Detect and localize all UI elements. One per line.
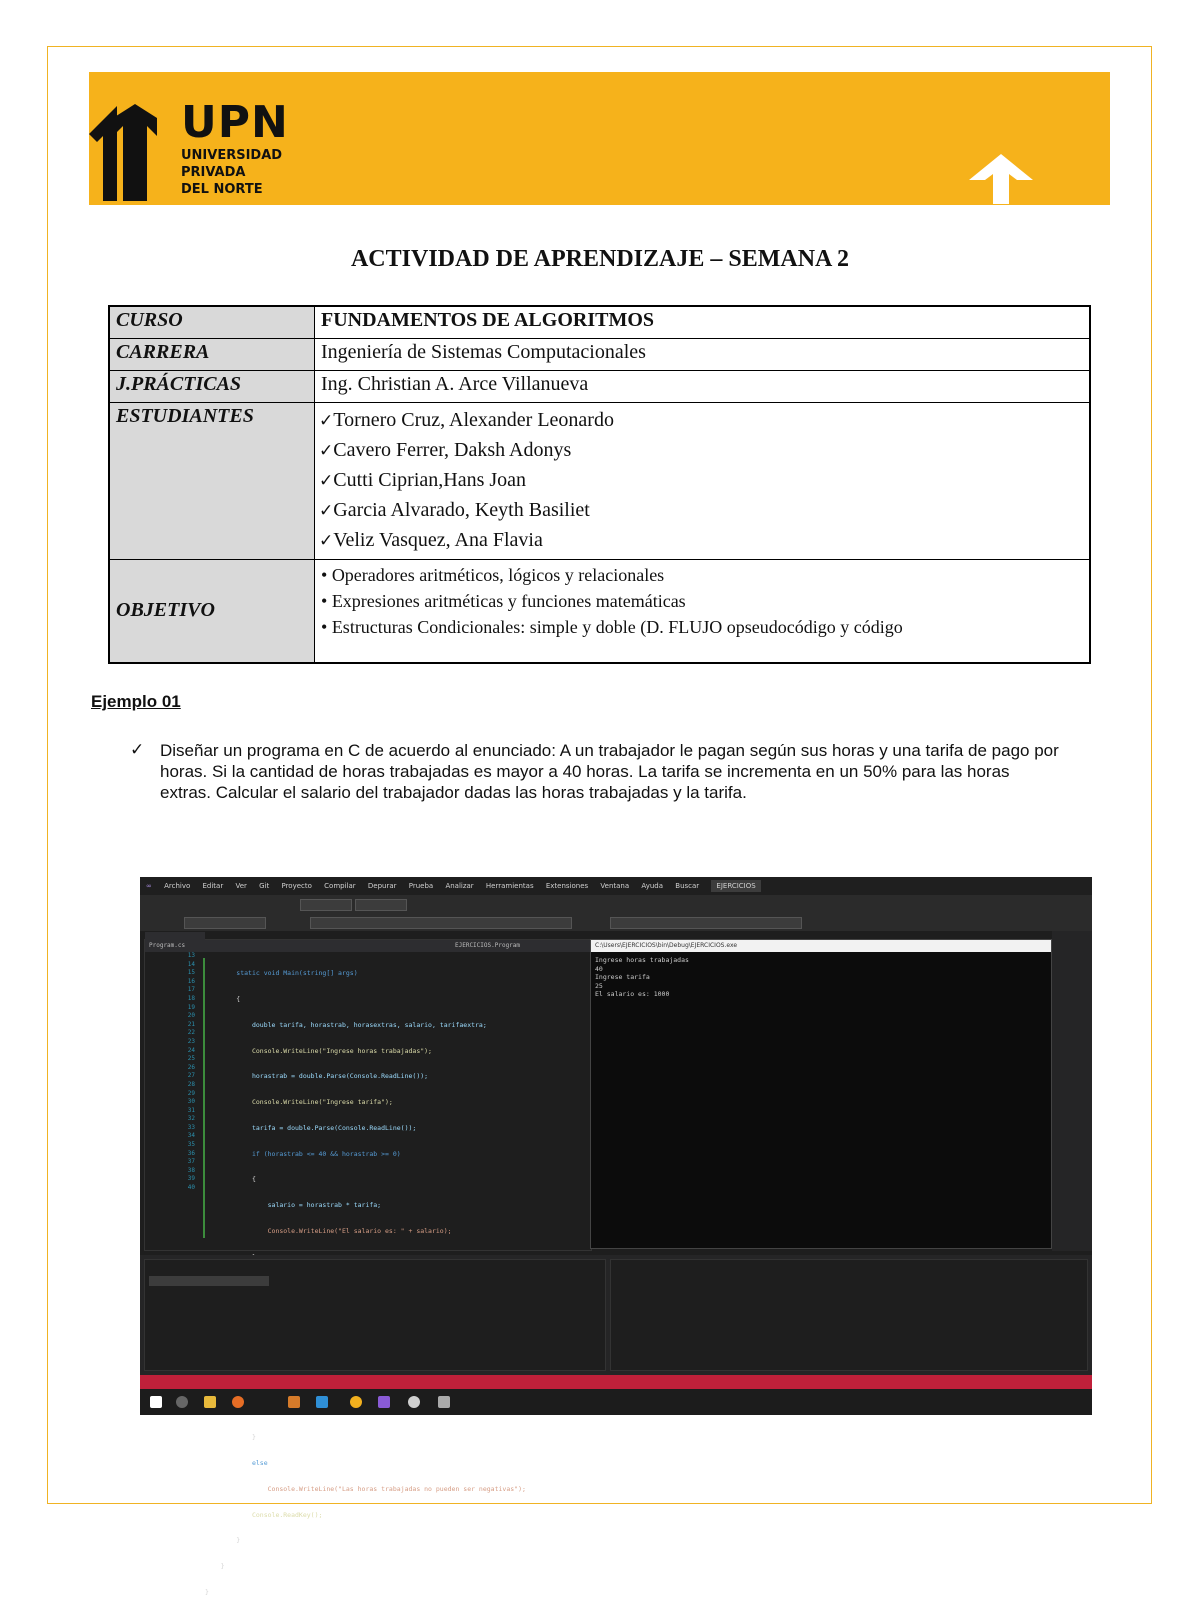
table-row [109, 306, 1090, 338]
logo-line2: PRIVADA [181, 165, 246, 180]
code-line: { [205, 994, 241, 1003]
student-name: Cavero Ferrer, Daksh Adonys [333, 438, 572, 461]
menu-item[interactable]: Git [259, 882, 270, 890]
editor-header [145, 940, 591, 952]
file-explorer-icon[interactable] [204, 1396, 216, 1408]
student-name: Cutti Ciprian,Hans Joan [333, 468, 527, 491]
start-icon[interactable] [150, 1396, 162, 1408]
header-banner [89, 72, 1110, 205]
table-row [109, 402, 1090, 559]
code-line: } [205, 1536, 241, 1545]
estudiantes-list [315, 402, 1091, 559]
list-item [321, 614, 1083, 640]
immediate-window[interactable] [610, 1259, 1088, 1371]
checkmark-icon: ✓ [319, 530, 334, 551]
code-line: horastrab = double.Parse(Console.ReadLine()); [205, 1072, 429, 1081]
list-item [319, 406, 1085, 436]
code-line: Console.ReadKey(); [205, 1510, 323, 1519]
code-line: static void Main(string[] args) [205, 969, 358, 978]
code-line: salario = horastrab * tarifa; [205, 1201, 382, 1210]
menu-item[interactable]: Depurar [367, 882, 397, 890]
carrera-value: Ingeniería de Sistemas Computacionales [315, 338, 1091, 370]
logo-line3: DEL NORTE [181, 182, 263, 197]
app-icon[interactable] [316, 1396, 328, 1408]
estudiantes-label: ESTUDIANTES [109, 402, 315, 559]
code-line: if (horastrab <= 40 && horastrab >= 0) [205, 1149, 401, 1158]
menu-item[interactable]: Ventana [600, 882, 630, 890]
bullet-icon: • [321, 590, 332, 611]
line-numbers: 13 14 15 16 17 18 19 20 21 22 23 24 25 26 27 28 29 30 31 32 33 34 35 36 37 38 39 40 [187, 952, 195, 1192]
autos-panel[interactable] [144, 1259, 606, 1371]
student-name: Tornero Cruz, Alexander Leonardo [333, 408, 614, 431]
curso-value: FUNDAMENTOS DE ALGORITMOS [315, 306, 1091, 338]
objetivo-item: Estructuras Condicionales: simple y doble (D. FLUJO opseudocódigo y código [331, 616, 903, 637]
bullet-icon: • [321, 564, 332, 585]
list-item [319, 436, 1085, 466]
carrera-label: CARRERA [109, 338, 315, 370]
bullet-icon: • [321, 616, 332, 637]
code-line: Console.WriteLine("Ingrese tarifa"); [205, 1098, 393, 1107]
terminal-icon[interactable] [438, 1396, 450, 1408]
code-line: tarifa = double.Parse(Console.ReadLine()); [205, 1123, 417, 1132]
code-line: } [205, 1562, 225, 1571]
logo-name: UPN [181, 97, 289, 148]
table-row [109, 559, 1090, 663]
menu-item[interactable]: Ayuda [641, 882, 664, 890]
menu-item[interactable]: Editar [202, 882, 224, 890]
solution-explorer-sidebar[interactable] [1052, 931, 1092, 1251]
list-item [321, 562, 1083, 588]
visual-studio-icon[interactable] [378, 1396, 390, 1408]
menu-item[interactable]: Prueba [408, 882, 434, 890]
member-dropdown[interactable] [310, 917, 572, 929]
statement-text: Diseñar un programa en C de acuerdo al enunciado: A un trabajador le pagan según sus horas y una tarifa de pago por horas. Si la cantidad de horas trabajadas es mayor a 40 horas. La tarifa se incrementa en un 50% para las horas extras. Calcular el salario del trabajador dadas las horas trabajadas y la tarifa. [160, 741, 1059, 802]
menu-item[interactable]: Ver [235, 882, 247, 890]
checkmark-icon: ✓ [319, 440, 334, 461]
table-row [109, 338, 1090, 370]
bottom-panels [140, 1255, 1092, 1375]
arrow-up-icon [969, 154, 1033, 204]
code-editor[interactable] [144, 939, 592, 1596]
student-name: Garcia Alvarado, Keyth Basiliet [333, 498, 590, 521]
menu-item-search[interactable]: Buscar [675, 882, 700, 890]
code-line: double tarifa, horastrab, horasextras, salario, tarifaextra; [205, 1020, 487, 1029]
app-icon[interactable] [288, 1396, 300, 1408]
code-line: } [205, 1587, 209, 1596]
checkmark-icon: ✓ [130, 740, 145, 760]
location-dropdown[interactable] [610, 917, 802, 929]
firefox-icon[interactable] [232, 1396, 244, 1408]
objetivo-item: Operadores aritméticos, lógicos y relacionales [331, 564, 665, 585]
objetivo-item: Expresiones aritméticas y funciones matemáticas [331, 590, 686, 611]
list-item [319, 526, 1085, 556]
chrome-icon[interactable] [350, 1396, 362, 1408]
code-line: { [205, 1175, 256, 1184]
scope-dropdown[interactable] [184, 917, 266, 929]
menu-item[interactable]: Analizar [445, 882, 474, 890]
ide-toolbar [140, 895, 1092, 913]
ide-navbar [140, 913, 1092, 931]
code-line: Console.WriteLine("Las horas trabajadas no pueden ser negativas"); [205, 1484, 526, 1493]
checkmark-icon: ✓ [319, 470, 334, 491]
editor-tab-label: Program.cs [149, 942, 186, 949]
upn-logo-icon [89, 106, 179, 201]
example-statement [130, 740, 1060, 803]
code-line: else [205, 1459, 268, 1468]
menu-item[interactable]: Herramientas [485, 882, 534, 890]
checkmark-icon: ✓ [319, 500, 334, 521]
curso-label: CURSO [109, 306, 315, 338]
vs-logo-icon: ∞ [146, 882, 152, 890]
code-line: Console.WriteLine("El salario es: " + salario); [205, 1227, 452, 1235]
platform-dropdown[interactable] [355, 899, 407, 911]
windows-taskbar [140, 1389, 1092, 1415]
project-name: EJERCICIOS [711, 880, 760, 892]
list-item [319, 466, 1085, 496]
console-title: C:\Users\EJERCICIOS\bin\Debug\EJERCICIOS.exe [591, 940, 1051, 952]
jp-value: Ing. Christian A. Arce Villanueva [315, 370, 1091, 402]
code-line: Console.WriteLine("Ingrese horas trabajadas"); [205, 1046, 432, 1055]
objetivo-label: OBJETIVO [109, 559, 315, 663]
editor-scope: EJERCICIOS.Program [455, 942, 521, 949]
logo-text [181, 97, 289, 197]
list-item [321, 588, 1083, 614]
student-name: Veliz Vasquez, Ana Flavia [333, 528, 543, 551]
checkmark-icon: ✓ [319, 410, 334, 431]
logo-line1: UNIVERSIDAD [181, 148, 283, 163]
code-line: } [205, 1433, 256, 1442]
tab-program[interactable] [145, 932, 205, 940]
search-icon[interactable] [176, 1396, 188, 1408]
ide-screenshot [140, 877, 1092, 1596]
list-item [319, 496, 1085, 526]
info-table [108, 305, 1091, 664]
menu-item[interactable]: Compilar [324, 882, 356, 890]
menu-item[interactable]: Archivo [164, 882, 191, 890]
console-output: Ingrese horas trabajadas 40 Ingrese tarifa 25 El salario es: 1000 [595, 956, 689, 999]
search-input[interactable] [149, 1276, 269, 1286]
page-title: ACTIVIDAD DE APRENDIZAJE – SEMANA 2 [350, 246, 850, 272]
status-bar [140, 1375, 1092, 1389]
menu-item[interactable]: Extensiones [545, 882, 589, 890]
objetivo-list [315, 559, 1091, 663]
config-dropdown[interactable] [300, 899, 352, 911]
jp-label: J.PRÁCTICAS [109, 370, 315, 402]
example-title: Ejemplo 01 [91, 692, 181, 711]
app-icon[interactable] [408, 1396, 420, 1408]
console-window[interactable] [590, 939, 1052, 1249]
menu-item[interactable]: Proyecto [281, 882, 312, 890]
ide-menubar [140, 877, 1092, 895]
table-row [109, 370, 1090, 402]
